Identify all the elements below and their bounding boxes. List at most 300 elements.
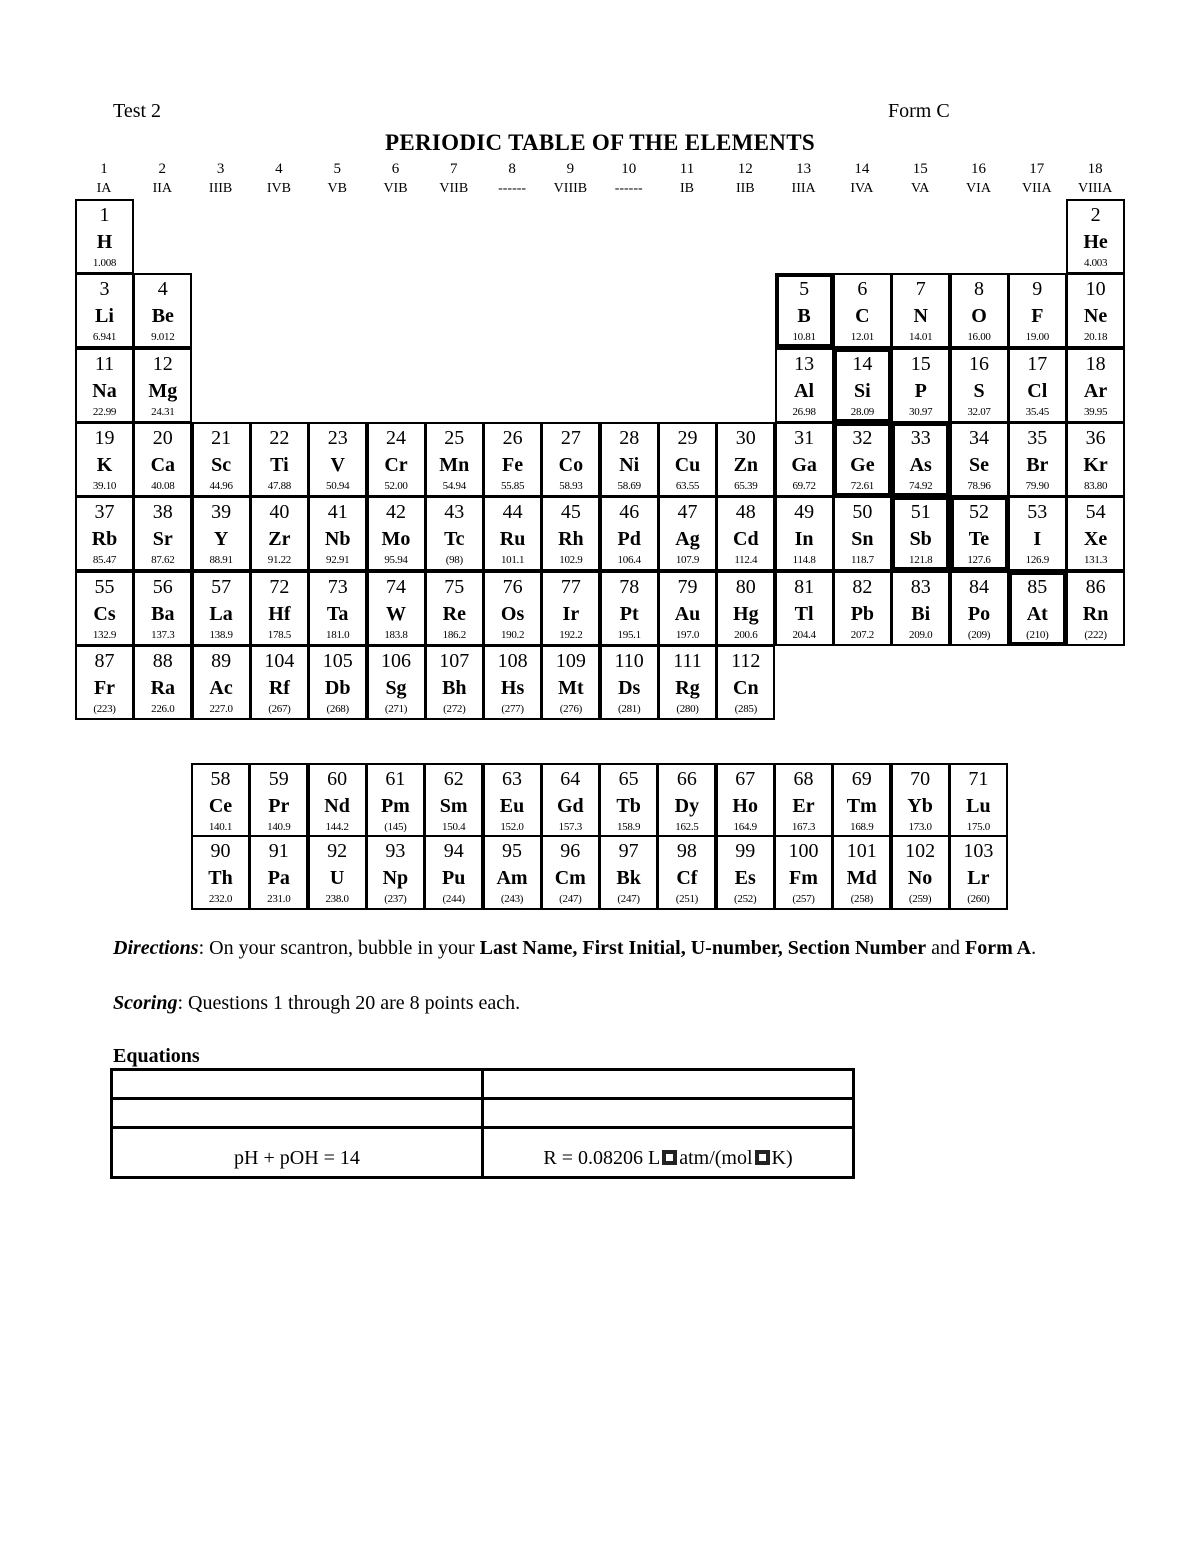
element-cell bbox=[191, 763, 250, 838]
atomic-number: 42 bbox=[386, 501, 406, 524]
atomic-mass: (247) bbox=[617, 893, 640, 905]
element-cell bbox=[600, 422, 659, 497]
atomic-mass: 6.941 bbox=[92, 331, 117, 344]
group-roman: VIIA bbox=[1022, 181, 1052, 196]
atomic-mass: (244) bbox=[442, 893, 465, 905]
group-number: 6 bbox=[391, 161, 400, 177]
group-roman: VIB bbox=[383, 181, 408, 196]
group-header bbox=[1066, 160, 1124, 198]
atomic-mass: 26.98 bbox=[792, 405, 816, 418]
atomic-mass: (98) bbox=[445, 554, 463, 567]
atomic-mass: (267) bbox=[268, 702, 291, 715]
atomic-mass: 28.09 bbox=[850, 405, 875, 418]
atomic-number: 5 bbox=[799, 278, 810, 301]
atomic-mass: 58.69 bbox=[617, 479, 641, 492]
element-cell bbox=[133, 496, 192, 571]
element-symbol: Rn bbox=[1082, 602, 1109, 625]
atomic-number: 26 bbox=[502, 426, 523, 449]
atomic-number: 91 bbox=[268, 840, 289, 862]
atomic-mass: 87.62 bbox=[151, 554, 175, 567]
element-symbol: Pr bbox=[268, 795, 290, 817]
element-symbol: Rh bbox=[558, 528, 584, 551]
element-symbol: Ga bbox=[791, 453, 817, 476]
element-cell bbox=[483, 835, 542, 910]
equations-table bbox=[110, 1068, 855, 1179]
element-symbol: Tm bbox=[846, 795, 877, 817]
atomic-number: 81 bbox=[794, 575, 815, 598]
element-symbol: P bbox=[914, 379, 927, 402]
element-symbol: Er bbox=[792, 795, 815, 817]
element-cell bbox=[833, 496, 892, 571]
atomic-mass: 16.00 bbox=[967, 331, 991, 344]
atomic-mass: 95.94 bbox=[384, 554, 408, 567]
element-symbol: Po bbox=[967, 602, 991, 625]
atomic-number: 34 bbox=[969, 426, 989, 449]
element-symbol: Zn bbox=[733, 453, 759, 476]
element-symbol: At bbox=[1026, 602, 1048, 625]
atomic-number: 102 bbox=[905, 840, 936, 862]
atomic-mass: 112.4 bbox=[734, 554, 758, 567]
atomic-number: 6 bbox=[857, 278, 868, 301]
atomic-mass: 209.0 bbox=[909, 628, 933, 641]
element-symbol: Sn bbox=[851, 528, 874, 551]
element-cell bbox=[541, 571, 600, 646]
atomic-mass: (237) bbox=[384, 893, 407, 905]
element-symbol: Lr bbox=[967, 867, 990, 889]
atomic-mass: 181.0 bbox=[326, 628, 350, 641]
element-symbol: Nd bbox=[324, 795, 350, 817]
element-cell bbox=[424, 763, 483, 838]
atomic-number: 90 bbox=[210, 840, 231, 862]
element-cell bbox=[425, 571, 484, 646]
atomic-mass: 168.9 bbox=[850, 821, 874, 833]
equation-cell bbox=[483, 1070, 854, 1099]
atomic-mass: (280) bbox=[676, 702, 699, 715]
element-symbol: Rf bbox=[268, 676, 290, 699]
element-symbol: Br bbox=[1026, 453, 1049, 476]
atomic-number: 107 bbox=[439, 649, 470, 672]
element-cell bbox=[949, 763, 1008, 838]
atomic-mass: 140.1 bbox=[208, 821, 233, 833]
atomic-number: 111 bbox=[673, 649, 702, 672]
element-symbol: Fr bbox=[93, 676, 116, 699]
group-number: 4 bbox=[275, 161, 283, 177]
element-symbol: Xe bbox=[1083, 528, 1108, 551]
group-header bbox=[541, 160, 599, 198]
element-symbol: No bbox=[907, 867, 933, 889]
atomic-mass: 55.85 bbox=[500, 479, 525, 492]
atomic-number: 22 bbox=[269, 426, 290, 449]
atomic-mass: 132.9 bbox=[92, 628, 117, 641]
element-cell bbox=[949, 835, 1008, 910]
element-cell bbox=[367, 571, 426, 646]
element-cell bbox=[658, 571, 717, 646]
element-cell bbox=[950, 422, 1009, 497]
element-cell bbox=[775, 571, 834, 646]
atomic-number: 73 bbox=[327, 575, 348, 598]
atomic-number: 75 bbox=[444, 575, 465, 598]
atomic-mass: (276) bbox=[559, 702, 583, 715]
element-cell bbox=[133, 571, 192, 646]
element-cell bbox=[600, 571, 659, 646]
atomic-mass: 232.0 bbox=[208, 893, 233, 905]
atomic-number: 2 bbox=[1090, 204, 1101, 226]
group-header bbox=[192, 160, 250, 198]
group-header bbox=[716, 160, 774, 198]
equation-r-part-3: K) bbox=[771, 1147, 793, 1169]
element-cell bbox=[1066, 422, 1125, 497]
element-cell bbox=[891, 496, 950, 571]
multiplication-dot-icon bbox=[662, 1150, 677, 1165]
group-header bbox=[75, 160, 133, 198]
atomic-mass: 101.1 bbox=[500, 554, 525, 567]
element-cell bbox=[832, 835, 891, 910]
atomic-mass: 131.3 bbox=[1083, 554, 1108, 567]
element-symbol: Am bbox=[496, 867, 528, 889]
element-cell bbox=[658, 645, 717, 720]
element-cell bbox=[425, 422, 484, 497]
group-header bbox=[1008, 160, 1066, 198]
element-symbol: Ba bbox=[151, 602, 175, 625]
element-symbol: Pb bbox=[850, 602, 875, 625]
atomic-number: 31 bbox=[794, 426, 815, 449]
atomic-number: 88 bbox=[152, 649, 173, 672]
atomic-mass: (252) bbox=[734, 893, 757, 905]
element-cell bbox=[541, 763, 600, 838]
atomic-number: 67 bbox=[735, 768, 756, 790]
element-symbol: Hg bbox=[733, 602, 759, 625]
element-cell bbox=[657, 763, 716, 838]
atomic-number: 45 bbox=[560, 501, 581, 524]
atomic-number: 44 bbox=[502, 501, 523, 524]
element-cell bbox=[192, 645, 251, 720]
element-symbol: Ni bbox=[619, 453, 640, 476]
element-symbol: Dy bbox=[674, 795, 700, 817]
atomic-mass: (271) bbox=[384, 702, 408, 715]
atomic-number: 11 bbox=[94, 352, 115, 375]
element-cell bbox=[716, 763, 775, 838]
element-cell bbox=[424, 835, 483, 910]
element-symbol: Tc bbox=[444, 528, 465, 551]
equation-cell bbox=[112, 1099, 483, 1128]
equation-gas-constant bbox=[483, 1128, 854, 1178]
element-symbol: Sr bbox=[152, 528, 173, 551]
element-symbol: Sg bbox=[385, 676, 407, 699]
element-symbol: Ru bbox=[499, 528, 526, 551]
atomic-number: 39 bbox=[211, 501, 232, 524]
group-roman: VA bbox=[910, 181, 930, 196]
atomic-number: 18 bbox=[1085, 352, 1106, 375]
element-cell bbox=[366, 835, 425, 910]
element-symbol: Zr bbox=[268, 528, 291, 551]
element-cell bbox=[716, 496, 775, 571]
atomic-mass: 92.91 bbox=[326, 554, 350, 567]
atomic-mass: 137.3 bbox=[151, 628, 175, 641]
atomic-number: 62 bbox=[443, 768, 464, 790]
element-symbol: Ac bbox=[209, 676, 233, 699]
element-symbol: Eu bbox=[499, 795, 525, 817]
atomic-number: 38 bbox=[152, 501, 173, 524]
atomic-mass: 72.61 bbox=[850, 479, 875, 492]
atomic-mass: 152.0 bbox=[500, 821, 524, 833]
atomic-mass: 79.90 bbox=[1025, 479, 1049, 492]
element-symbol: Ta bbox=[326, 602, 349, 625]
atomic-mass: 192.2 bbox=[559, 628, 583, 641]
atomic-mass: (247) bbox=[559, 893, 582, 905]
group-number: 11 bbox=[679, 161, 695, 177]
atomic-mass: 102.9 bbox=[559, 554, 583, 567]
atomic-mass: 24.31 bbox=[151, 405, 175, 418]
element-cell bbox=[191, 835, 250, 910]
element-symbol: Gd bbox=[556, 795, 584, 817]
multiplication-dot-icon bbox=[755, 1150, 770, 1165]
atomic-mass: 162.5 bbox=[675, 821, 699, 833]
element-symbol: Nb bbox=[324, 528, 351, 551]
element-symbol: Hs bbox=[500, 676, 525, 699]
atomic-mass: 114.8 bbox=[792, 554, 816, 567]
element-symbol: Ag bbox=[675, 528, 700, 551]
atomic-number: 64 bbox=[560, 768, 581, 790]
element-symbol: Hf bbox=[268, 602, 291, 625]
group-number: 17 bbox=[1029, 161, 1045, 177]
element-cell bbox=[75, 645, 134, 720]
element-cell bbox=[774, 835, 833, 910]
group-roman: IB bbox=[680, 181, 694, 196]
element-cell bbox=[75, 273, 134, 348]
element-cell bbox=[950, 496, 1009, 571]
element-symbol: Yb bbox=[907, 795, 933, 817]
element-symbol: Tl bbox=[794, 602, 814, 625]
directions-bold-2: Form A bbox=[965, 937, 1032, 959]
element-cell bbox=[250, 571, 309, 646]
atomic-number: 50 bbox=[852, 501, 873, 524]
atomic-mass: 195.1 bbox=[617, 628, 641, 641]
group-number: 7 bbox=[450, 161, 458, 177]
element-symbol: Fm bbox=[789, 867, 818, 889]
atomic-mass: 14.01 bbox=[909, 331, 933, 344]
element-cell bbox=[891, 835, 950, 910]
element-symbol: U bbox=[329, 867, 345, 889]
atomic-mass: 1.008 bbox=[92, 257, 117, 269]
atomic-mass: 197.0 bbox=[675, 628, 700, 641]
element-cell bbox=[483, 571, 542, 646]
group-number: 10 bbox=[621, 161, 637, 177]
atomic-mass: 39.95 bbox=[1083, 405, 1108, 418]
element-symbol: Ge bbox=[850, 453, 875, 476]
atomic-number: 48 bbox=[735, 501, 756, 524]
atomic-mass: (210) bbox=[1026, 628, 1049, 641]
element-cell bbox=[75, 496, 134, 571]
element-cell bbox=[1066, 496, 1125, 571]
element-cell bbox=[75, 348, 134, 423]
atomic-mass: 74.92 bbox=[909, 479, 933, 492]
atomic-mass: (272) bbox=[443, 702, 466, 715]
element-cell bbox=[75, 199, 134, 274]
group-header bbox=[775, 160, 833, 198]
atomic-mass: 9.012 bbox=[151, 331, 175, 344]
atomic-mass: 12.01 bbox=[850, 331, 875, 344]
element-symbol: Al bbox=[794, 379, 815, 402]
element-cell bbox=[308, 645, 367, 720]
element-symbol: Bi bbox=[911, 602, 931, 625]
element-cell bbox=[600, 496, 659, 571]
element-symbol: Cf bbox=[676, 867, 698, 889]
atomic-mass: 227.0 bbox=[209, 702, 233, 715]
atomic-mass: 91.22 bbox=[267, 554, 292, 567]
element-cell bbox=[1008, 273, 1067, 348]
atomic-number: 101 bbox=[846, 840, 877, 862]
element-cell bbox=[367, 422, 426, 497]
element-cell bbox=[133, 273, 192, 348]
element-symbol: Kr bbox=[1083, 453, 1108, 476]
atomic-mass: (223) bbox=[93, 702, 116, 715]
element-cell bbox=[716, 571, 775, 646]
element-symbol: Sc bbox=[211, 453, 232, 476]
element-cell bbox=[308, 496, 367, 571]
atomic-number: 36 bbox=[1085, 426, 1106, 449]
element-symbol: Bh bbox=[442, 676, 467, 699]
atomic-mass: (259) bbox=[908, 893, 932, 905]
element-symbol: C bbox=[855, 305, 870, 328]
element-symbol: Ce bbox=[208, 795, 233, 817]
atomic-mass: 88.91 bbox=[209, 554, 233, 567]
atomic-number: 52 bbox=[969, 501, 989, 524]
atomic-mass: 200.6 bbox=[734, 628, 758, 641]
element-cell bbox=[775, 422, 834, 497]
element-cell bbox=[75, 422, 134, 497]
periodic-table-title: PERIODIC TABLE OF THE ELEMENTS bbox=[385, 130, 815, 155]
atomic-number: 74 bbox=[386, 575, 406, 598]
element-cell bbox=[833, 571, 892, 646]
atomic-mass: 121.8 bbox=[909, 554, 933, 567]
atomic-number: 29 bbox=[677, 426, 698, 449]
atomic-mass: (260) bbox=[967, 893, 990, 905]
atomic-mass: 35.45 bbox=[1025, 405, 1049, 418]
element-cell bbox=[250, 496, 309, 571]
element-symbol: Ti bbox=[270, 453, 289, 476]
atomic-mass: 140.9 bbox=[267, 821, 291, 833]
group-roman: IIIA bbox=[791, 181, 816, 196]
atomic-number: 86 bbox=[1085, 575, 1106, 598]
atomic-number: 98 bbox=[676, 840, 697, 862]
element-cell bbox=[775, 496, 834, 571]
element-cell bbox=[541, 645, 600, 720]
element-symbol: Pt bbox=[619, 602, 639, 625]
group-roman: VIIIA bbox=[1077, 181, 1113, 196]
group-number: 8 bbox=[508, 161, 516, 177]
atomic-number: 56 bbox=[152, 575, 173, 598]
atomic-number: 47 bbox=[677, 501, 698, 524]
atomic-mass: (243) bbox=[500, 893, 524, 905]
atomic-mass: 52.00 bbox=[384, 479, 408, 492]
atomic-number: 28 bbox=[619, 426, 640, 449]
element-cell bbox=[658, 422, 717, 497]
atomic-number: 13 bbox=[794, 352, 815, 375]
group-header bbox=[950, 160, 1008, 198]
element-cell bbox=[950, 273, 1009, 348]
group-number: 13 bbox=[796, 161, 812, 177]
element-cell bbox=[250, 422, 309, 497]
form-label: Form C bbox=[888, 100, 950, 122]
element-cell bbox=[774, 763, 833, 838]
atomic-number: 83 bbox=[910, 575, 931, 598]
atomic-number: 49 bbox=[794, 501, 815, 524]
equation-cell bbox=[483, 1099, 854, 1128]
element-symbol: Cn bbox=[733, 676, 759, 699]
scoring bbox=[113, 990, 520, 1017]
atomic-number: 110 bbox=[614, 649, 644, 672]
group-roman: IIA bbox=[152, 181, 173, 196]
atomic-number: 93 bbox=[385, 840, 406, 862]
element-symbol: Se bbox=[969, 453, 989, 476]
atomic-mass: 204.4 bbox=[792, 628, 816, 641]
element-symbol: Cm bbox=[554, 867, 586, 889]
element-cell bbox=[891, 273, 950, 348]
group-roman: IVA bbox=[850, 181, 874, 196]
directions-text-2: and bbox=[926, 937, 965, 959]
element-cell bbox=[250, 645, 309, 720]
element-symbol: W bbox=[386, 602, 406, 625]
atomic-number: 8 bbox=[974, 278, 984, 301]
atomic-number: 3 bbox=[99, 278, 110, 301]
element-cell bbox=[716, 422, 775, 497]
element-cell bbox=[950, 571, 1009, 646]
element-symbol: B bbox=[797, 305, 811, 328]
atomic-mass: 157.3 bbox=[558, 821, 582, 833]
atomic-mass: 178.5 bbox=[267, 628, 292, 641]
element-symbol: Th bbox=[208, 867, 233, 889]
directions bbox=[113, 935, 1113, 962]
element-symbol: Rg bbox=[675, 676, 700, 699]
element-cell bbox=[192, 496, 251, 571]
element-symbol: Te bbox=[968, 528, 990, 551]
element-symbol: He bbox=[1083, 231, 1108, 253]
group-roman: IVB bbox=[266, 181, 291, 196]
atomic-mass: (258) bbox=[850, 893, 873, 905]
element-symbol: As bbox=[909, 453, 932, 476]
group-number: 16 bbox=[971, 161, 986, 177]
atomic-number: 71 bbox=[968, 768, 989, 790]
atomic-number: 21 bbox=[211, 426, 232, 449]
atomic-number: 100 bbox=[788, 840, 819, 862]
element-cell bbox=[658, 496, 717, 571]
group-header bbox=[600, 160, 658, 198]
atomic-number: 108 bbox=[497, 649, 528, 672]
element-symbol: Mg bbox=[148, 379, 178, 402]
atomic-mass: 164.9 bbox=[733, 821, 757, 833]
element-symbol: K bbox=[96, 453, 113, 476]
atomic-mass: 107.9 bbox=[675, 554, 700, 567]
atomic-mass: 63.55 bbox=[675, 479, 700, 492]
atomic-number: 32 bbox=[852, 426, 873, 449]
atomic-mass: (268) bbox=[326, 702, 349, 715]
element-cell bbox=[891, 571, 950, 646]
atomic-number: 92 bbox=[327, 840, 348, 862]
element-symbol: Cd bbox=[733, 528, 759, 551]
equation-ph-text: pH + pOH = 14 bbox=[234, 1147, 360, 1169]
atomic-mass: 158.9 bbox=[616, 821, 641, 833]
element-cell bbox=[716, 645, 775, 720]
element-symbol: Pm bbox=[380, 795, 410, 817]
element-cell bbox=[891, 763, 950, 838]
element-symbol: I bbox=[1033, 528, 1042, 551]
element-cell bbox=[541, 422, 600, 497]
atomic-number: 82 bbox=[852, 575, 873, 598]
group-roman: ------ bbox=[498, 181, 527, 196]
element-symbol: Sm bbox=[439, 795, 468, 817]
group-roman: IA bbox=[96, 181, 112, 196]
element-symbol: In bbox=[794, 528, 814, 551]
